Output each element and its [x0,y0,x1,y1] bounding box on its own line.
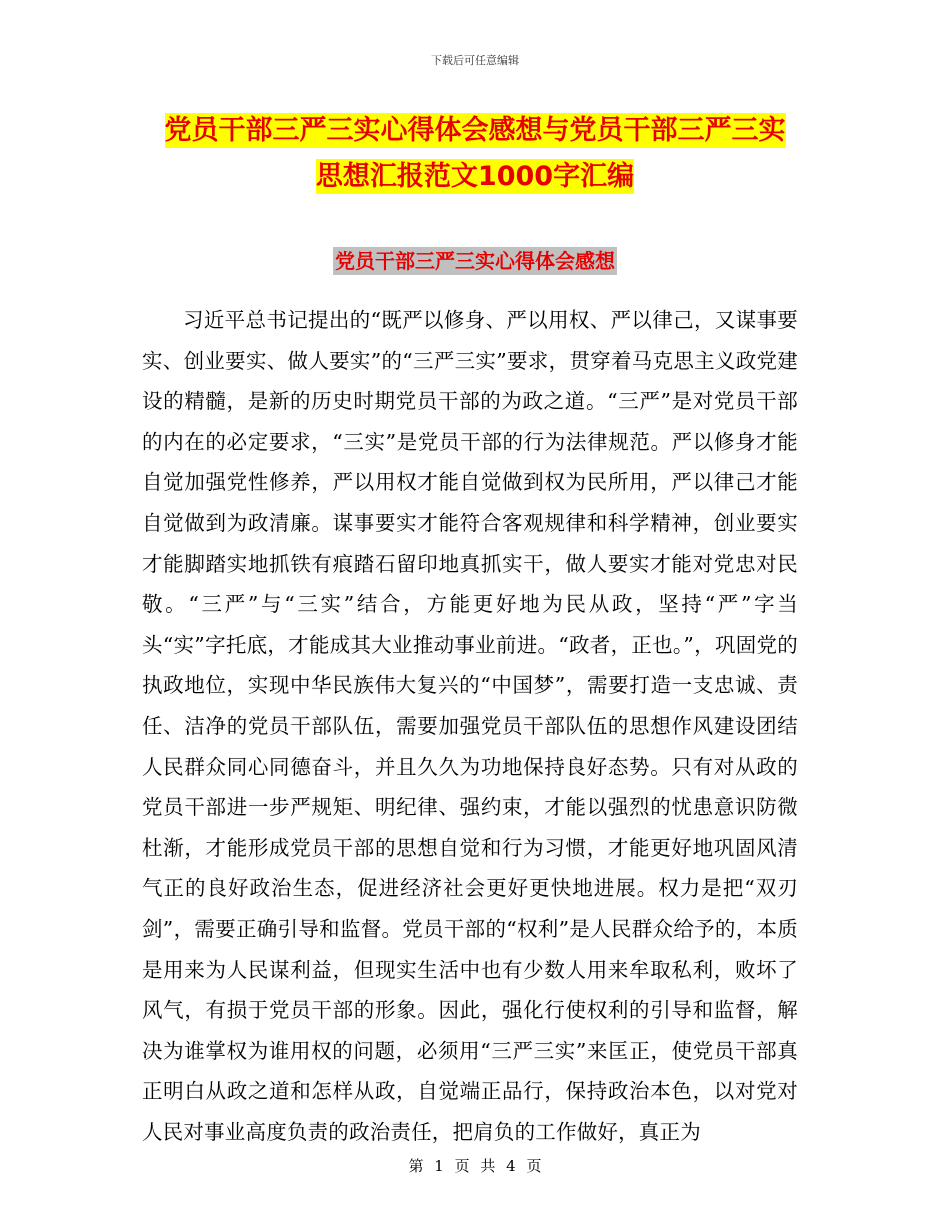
document-title [0,108,950,200]
section-heading [0,245,950,274]
title-line-1 [0,108,950,154]
title-line-1-text: 党员干部三严三实心得体会感想与党员干部三严三实 [164,115,786,146]
title-line-2-text: 思想汇报范文1000字汇编 [315,161,635,192]
page-header-note: 下载后可任意编辑 [431,54,519,67]
section-heading-text: 党员干部三严三实心得体会感想 [335,249,615,273]
body-paragraph: 习近平总书记提出的“既严以修身、严以用权、严以律己，又谋事要实、创业要实、做人要实”的“三严三实”要求，贯穿着马克思主义政党建设的精髓，是新的历史时期党员干部的为政之道。“三严”是对党员干部的内在的必定要求，“三实”是党员干部的行为法律规范。严以修身才能自觉加强党性修养，严以用权才能自觉做到权为民所用，严以律己才能自觉做到为政清廉。谋事要实才能符合客观规律和科学精神，创业要实才能脚踏实地抓铁有痕踏石留印地真抓实干，做人要实才能对党忠对民敬。“三严”与“三实”结合，方能更好地为民从政，坚持“严”字当头“实”字托底，才能成其大业推动事业前进。“政者，正也。”，巩固党的执政地位，实现中华民族伟大复兴的“中国梦”，需要打造一支忠诚、责任、洁净的党员干部队伍，需要加强党员干部队伍的思想作风建设团结人民群众同心同德奋斗，并且久久为功地保持良好态势。只有对从政的党员干部进一步严规矩、明纪律、强约束，才能以强烈的忧患意识防微杜渐，才能形成党员干部的思想自觉和行为习惯，才能更好地巩固风清气正的良好政治生态，促进经济社会更好更快地进展。权力是把“双刃剑”，需要正确引导和监督。党员干部的“权利”是人民群众给予的，本质是用来为人民谋利益，但现实生活中也有少数人用来牟取私利，败坏了风气，有损于党员干部的形象。因此，强化行使权利的引导和监督，解决为谁掌权为谁用权的问题，必须用“三严三实”来匡正，使党员干部真正明白从政之道和怎样从政，自觉端正品行，保持政治本色，以对党对人民对事业高度负责的政治责任，把肩负的工作做好，真正为 [142,308,798,1144]
page-footer: 第 1 页 共 4 页 [408,1157,542,1175]
title-line-2 [0,154,950,200]
